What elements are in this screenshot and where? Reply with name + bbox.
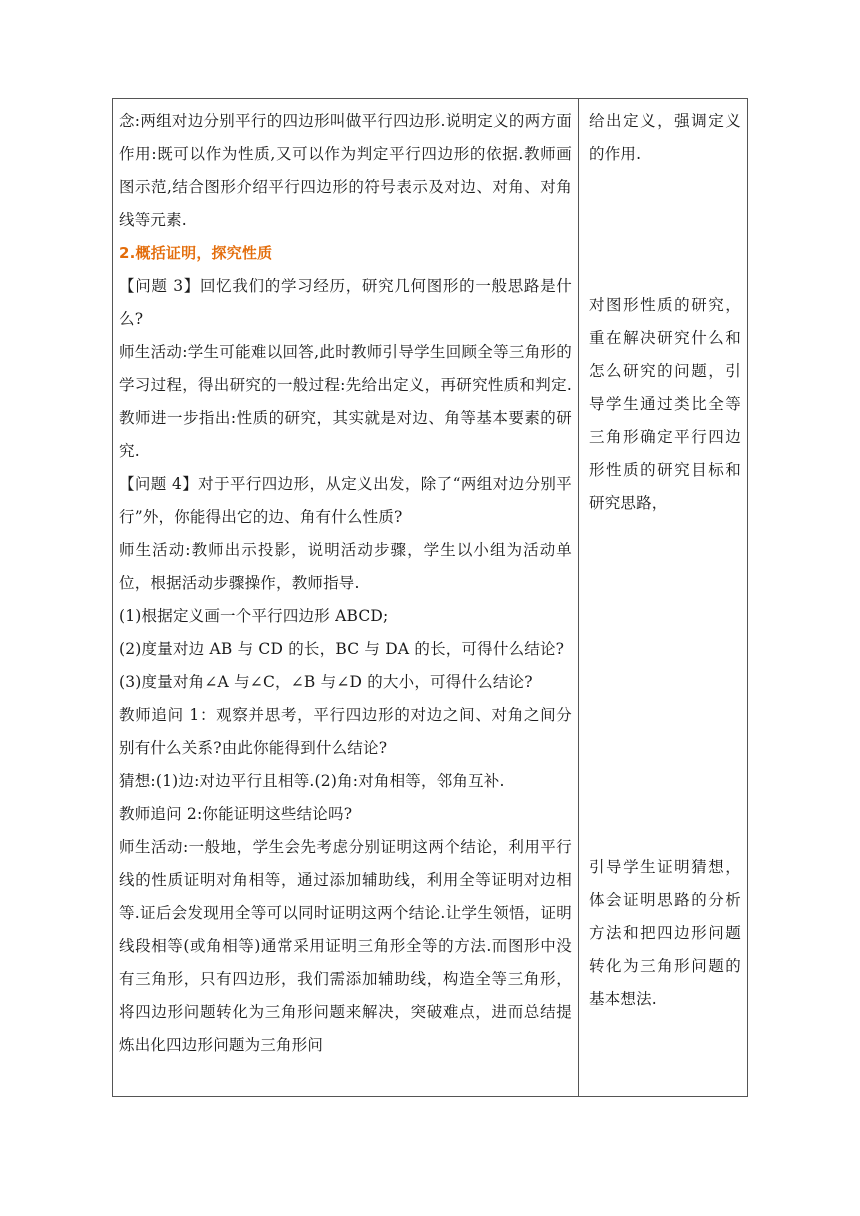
intent-1: 给出定义，强调定义的作用.	[589, 112, 741, 163]
design-intent-column	[579, 99, 747, 1096]
question-3: 【问题 3】回忆我们的学习经历，研究几何图形的一般思路是什么?	[119, 277, 572, 328]
intent-2: 对图形性质的研究，重在解决研究什么和怎么研究的问题，引导学生通过类比全等三角形确定平行四边形性质的研究目标和研究思路，	[589, 296, 741, 512]
step-2: (2)度量对边 AB 与 CD 的长，BC 与 DA 的长，可得什么结论?	[119, 640, 565, 658]
activity-3: 师生活动:一般地，学生会先考虑分别证明这两个结论，利用平行线的性质证明对角相等，通过添加辅助线，利用全等证明对边相等.证后会发现用全等可以同时证明这两个结论.让学生领悟，证明线段相等(或角相等)通常采用证明三角形全等的方法.而图形中没有三角形，只有四边形，我们需添加辅助线，构造全等三角形，将四边形问题转化为三角形问题来解决，突破难点，进而总结提炼出化四边形问题为三角形问	[119, 838, 572, 1054]
activity-1: 师生活动:学生可能难以回答,此时教师引导学生回顾全等三角形的学习过程，得出研究的一般过程:先给出定义，再研究性质和判定.教师进一步指出:性质的研究，其实就是对边、角等基本要素的研究.	[119, 343, 572, 460]
follow-up-1: 教师追问 1：观察并思考，平行四边形的对边之间、对角之间分别有什么关系?由此你能得到什么结论?	[119, 706, 572, 757]
conjecture: 猜想:(1)边:对边平行且相等.(2)角:对角相等，邻角互补.	[119, 772, 505, 790]
definition-paragraph: 念:两组对边分别平行的四边形叫做平行四边形.说明定义的两方面作用:既可以作为性质,又可以作为判定平行四边形的依据.教师画图示范,结合图形介绍平行四边形的符号表示及对边、对角、对角线等元素.	[119, 112, 573, 229]
spacer	[589, 520, 741, 851]
teaching-process-column	[113, 99, 579, 1096]
spacer	[589, 171, 741, 289]
question-4: 【问题 4】对于平行四边形，从定义出发，除了“两组对边分别平行”外，你能得出它的边、角有什么性质?	[119, 475, 572, 526]
follow-up-2: 教师追问 2:你能证明这些结论吗?	[119, 805, 353, 823]
activity-2: 师生活动:教师出示投影，说明活动步骤，学生以小组为活动单位，根据活动步骤操作，教师指导.	[119, 541, 572, 592]
step-3: (3)度量对角∠A 与∠C，∠B 与∠D 的大小，可得什么结论?	[119, 673, 533, 691]
step-1: (1)根据定义画一个平行四边形 ABCD;	[119, 607, 389, 625]
intent-3: 引导学生证明猜想，体会证明思路的分析方法和把四边形问题转化为三角形问题的基本想法.	[589, 858, 741, 1008]
lesson-table	[112, 98, 748, 1097]
section-heading: 2.概括证明，探究性质	[119, 244, 273, 262]
